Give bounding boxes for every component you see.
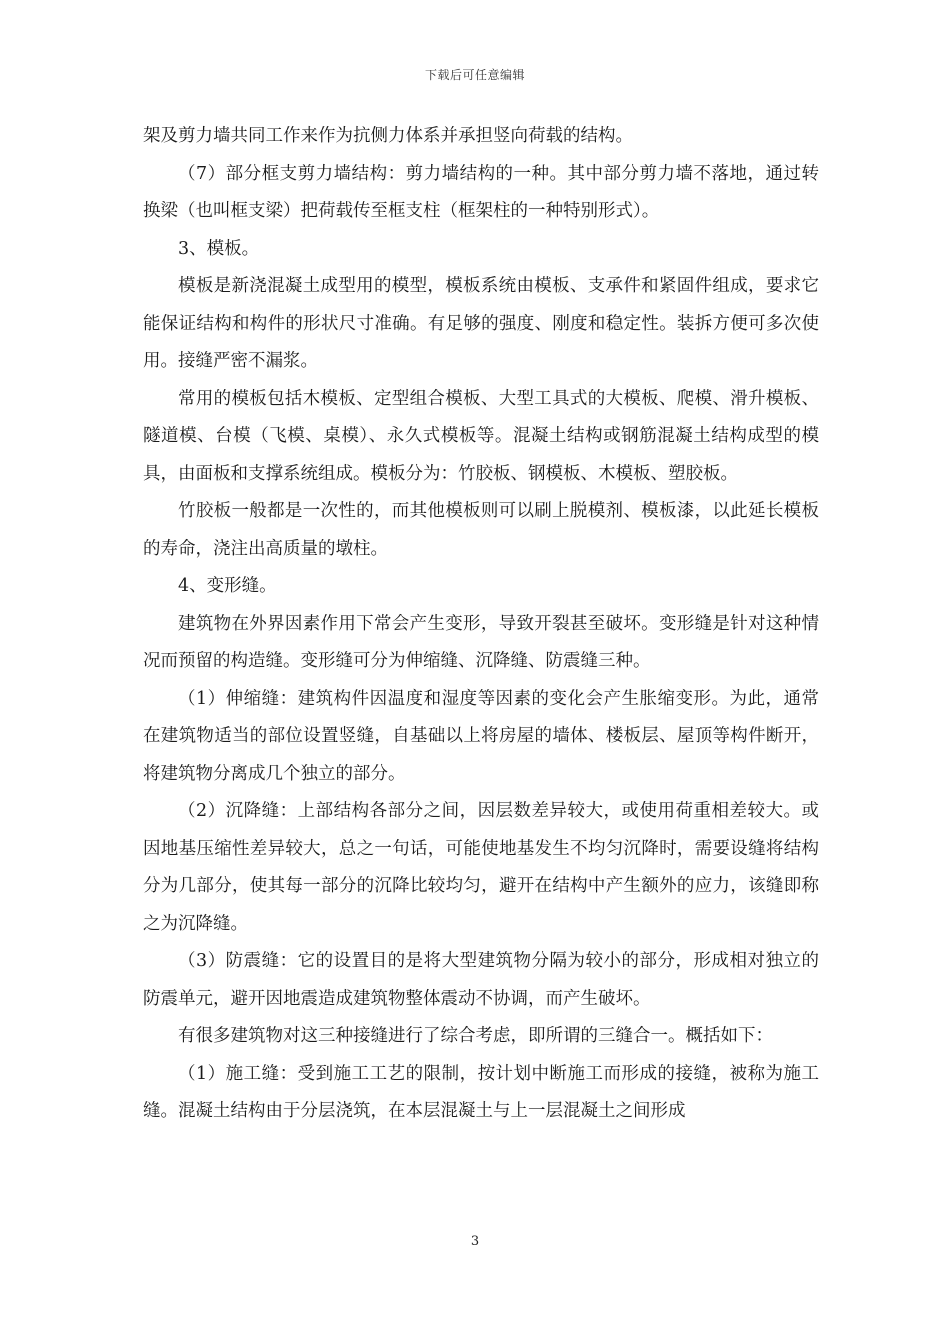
paragraph: （7）部分框支剪力墙结构：剪力墙结构的一种。其中部分剪力墙不落地，通过转换梁（也叫框支梁）把荷载传至框支柱（框架柱的一种特别形式）。 [143, 163, 819, 221]
paragraph: 建筑物在外界因素作用下常会产生变形，导致开裂甚至破坏。变形缝是针对这种情况而预留的构造缝。变形缝可分为伸缩缝、沉降缝、防震缝三种。 [143, 613, 819, 671]
page-header: 下载后可任意编辑 [424, 68, 525, 82]
paragraph: 模板是新浇混凝土成型用的模型，模板系统由模板、支承件和紧固件组成，要求它能保证结构和构件的形状尺寸准确。有足够的强度、刚度和稳定性。装拆方便可多次使用。接缝严密不漏浆。 [143, 276, 819, 371]
paragraph: 架及剪力墙共同工作来作为抗侧力体系并承担竖向荷载的结构。 [143, 126, 633, 146]
paragraph: 有很多建筑物对这三种接缝进行了综合考虑，即所谓的三缝合一。概括如下： [178, 1026, 773, 1046]
paragraph: （2）沉降缝：上部结构各部分之间，因层数差异较大，或使用荷重相差较大。或因地基压缩性差异较大，总之一句话，可能使地基发生不均匀沉降时，需要设缝将结构分为几部分，使其每一部分的沉降比较均匀，避开在结构中产生额外的应力，该缝即称之为沉降缝。 [143, 801, 819, 934]
section-heading: 4、变形缝。 [178, 576, 277, 596]
paragraph: （1）施工缝：受到施工工艺的限制，按计划中断施工而形成的接缝，被称为施工缝。混凝土结构由于分层浇筑，在本层混凝土与上一层混凝土之间形成 [143, 1063, 819, 1121]
paragraph: （3）防震缝：它的设置目的是将大型建筑物分隔为较小的部分，形成相对独立的防震单元，避开因地震造成建筑物整体震动不协调，而产生破坏。 [143, 951, 819, 1009]
document-body [143, 118, 819, 1131]
paragraph: （1）伸缩缝：建筑构件因温度和湿度等因素的变化会产生胀缩变形。为此，通常在建筑物适当的部位设置竖缝，自基础以上将房屋的墙体、楼板层、屋顶等构件断开，将建筑物分离成几个独立的部分。 [143, 688, 819, 784]
page-number: 3 [470, 1234, 480, 1249]
paragraph: 竹胶板一般都是一次性的，而其他模板则可以刷上脱模剂、模板漆，以此延长模板的寿命，浇注出高质量的墩柱。 [143, 501, 819, 559]
section-heading: 3、模板。 [178, 238, 260, 259]
paragraph: 常用的模板包括木模板、定型组合模板、大型工具式的大模板、爬模、滑升模板、隧道模、台模（飞模、桌模）、永久式模板等。混凝土结构或钢筋混凝土结构成型的模具，由面板和支撑系统组成。模板分为：竹胶板、钢模板、木模板、塑胶板。 [143, 388, 819, 484]
